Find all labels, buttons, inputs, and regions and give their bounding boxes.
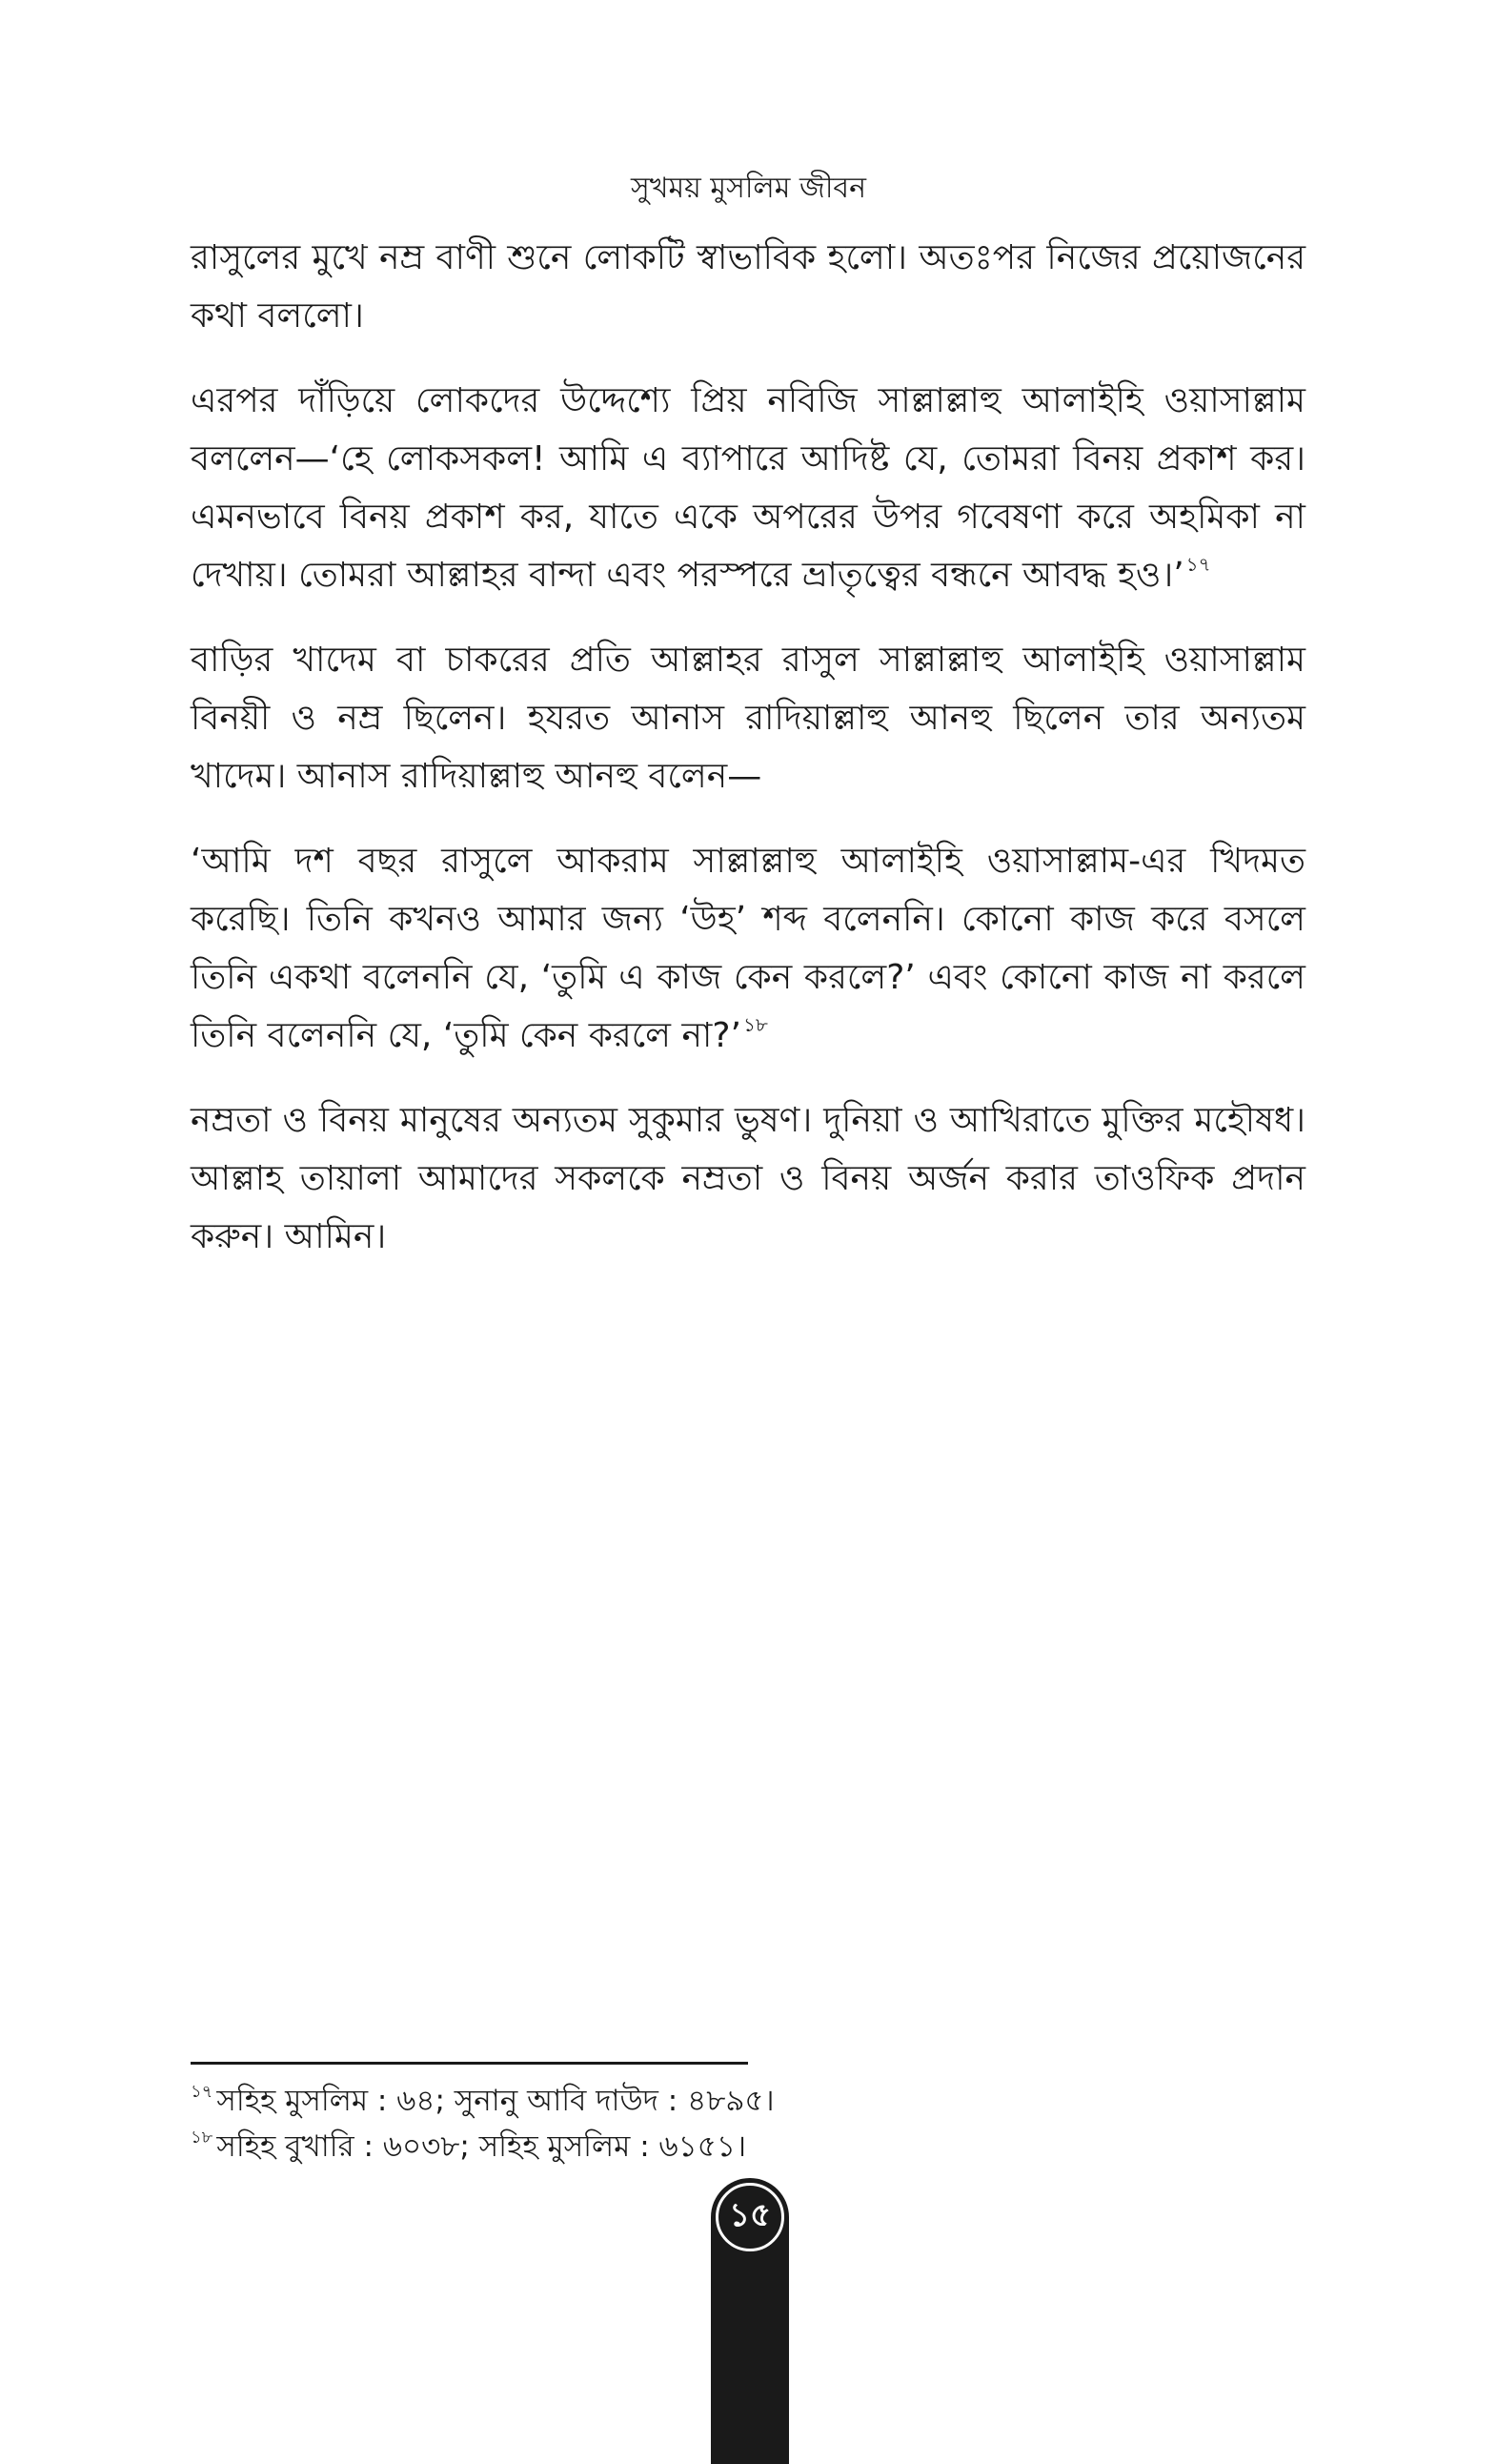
paragraph-text: ‘আমি দশ বছর রাসুলে আকরাম সাল্লাল্লাহু আলাইহি ওয়াসাল্লাম-এর খিদমত করেছি। তিনি কখনও আমার জন্য ‘উহ’ শব্দ বলেননি। কোনো কাজ করে বসলে তিনি একথা বলেননি যে, ‘তুমি এ কাজ কেন করলে?’ এবং কোনো কাজ না করলে তিনি বলেননি যে, ‘তুমি কেন করলে না?’	[191, 842, 1305, 1055]
footnote-reference[interactable]: ১৭	[1185, 553, 1211, 576]
footnote	[191, 2124, 1305, 2169]
paragraph-text: নম্রতা ও বিনয় মানুষের অন্যতম সুকুমার ভুষণ। দুনিয়া ও আখিরাতে মুক্তির মহৌষধ। আল্লাহ তায়ালা আমাদের সকলকে নম্রতা ও বিনয় অর্জন করার তাওফিক প্রদান করুন। আমিন।	[191, 1101, 1305, 1256]
running-header: সুখময় মুসলিম জীবন	[630, 172, 867, 205]
page-number: ১৫	[716, 2183, 784, 2251]
footnote-number: ১৮	[191, 2128, 213, 2148]
paragraph	[191, 372, 1305, 604]
footnote-reference[interactable]: ১৮	[742, 1013, 768, 1036]
footnote-text: সহিহ বুখারি : ৬০৩৮; সহিহ মুসলিম : ৬১৫১।	[216, 2129, 747, 2164]
footnote	[191, 2078, 1305, 2124]
footnote-divider	[191, 2062, 748, 2065]
body-text	[191, 229, 1305, 1293]
paragraph	[191, 832, 1305, 1065]
paragraph-text: বাড়ির খাদেম বা চাকরের প্রতি আল্লাহর রাসুল সাল্লাল্লাহু আলাইহি ওয়াসাল্লাম বিনয়ী ও নম্র ছিলেন। হযরত আনাস রাদিয়াল্লাহু আনহু ছিলেন তার অন্যতম খাদেম। আনাস রাদিয়াল্লাহু আনহু বলেন—	[191, 641, 1305, 796]
footnote-number: ১৭	[191, 2082, 213, 2102]
paragraph	[191, 229, 1305, 345]
paragraph	[191, 631, 1305, 805]
footnotes	[191, 2078, 1305, 2169]
paragraph-text: রাসুলের মুখে নম্র বাণী শুনে লোকটি স্বাভাবিক হলো। অতঃপর নিজের প্রয়োজনের কথা বললো।	[191, 238, 1305, 336]
footnote-text: সহিহ মুসলিম : ৬৪; সুনানু আবি দাউদ : ৪৮৯৫।	[216, 2084, 775, 2118]
paragraph	[191, 1091, 1305, 1266]
paragraph-text: এরপর দাঁড়িয়ে লোকদের উদ্দেশ্যে প্রিয় নবিজি সাল্লাল্লাহু আলাইহি ওয়াসাল্লাম বললেন—‘হে লোকসকল! আমি এ ব্যাপারে আদিষ্ট যে, তোমরা বিনয় প্রকাশ কর। এমনভাবে বিনয় প্রকাশ কর, যাতে একে অপরের উপর গবেষণা করে অহমিকা না দেখায়। তোমরা আল্লাহর বান্দা এবং পরস্পরে ভ্রাতৃত্বের বন্ধনে আবদ্ধ হও।’	[191, 381, 1305, 595]
